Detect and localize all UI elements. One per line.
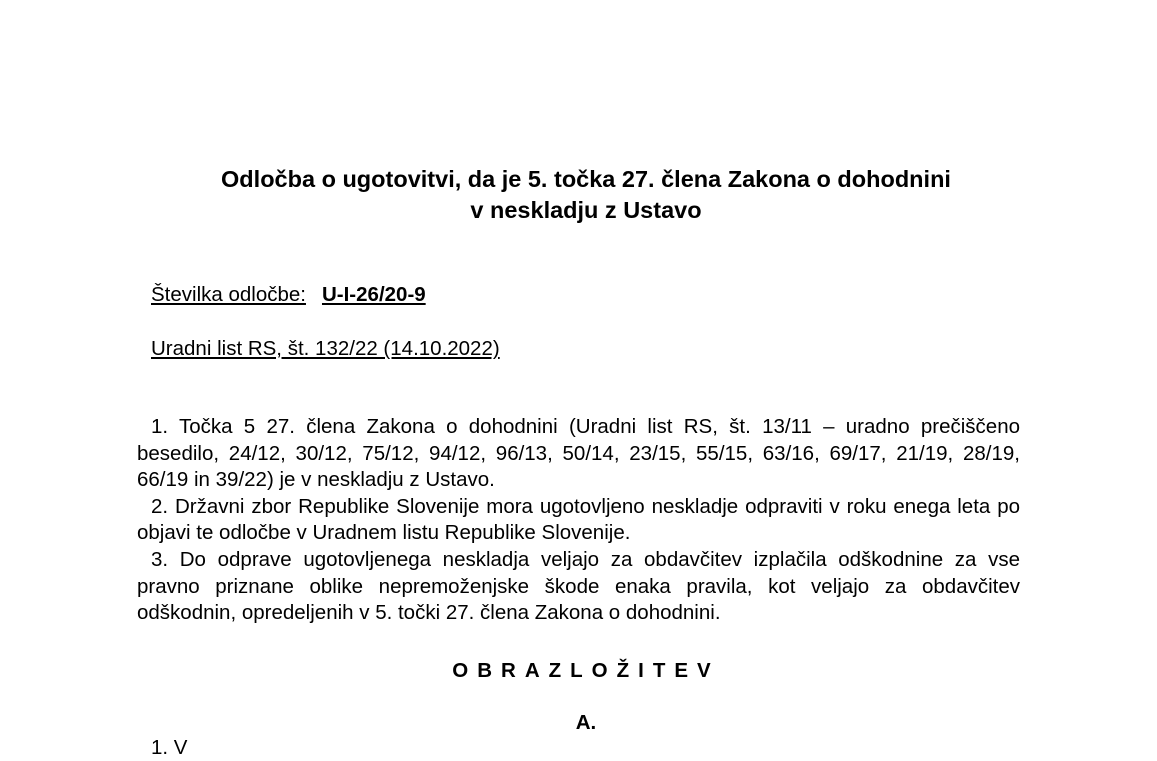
decision-number-label: Številka odločbe: xyxy=(151,283,306,306)
decision-number-value: U-I-26/20-9 xyxy=(321,283,426,306)
operative-point-1: 1. Točka 5 27. člena Zakona o dohodnini (Uradni list RS, št. 13/11 – uradno prečiščeno besedilo, 24/12, 30/12, 75/12, 94/12, 96/13, 50/14, 23/15, 55/15, 63/16, 69/17, 21/19, 28/19, 66/19 in 39/22) je v neskladju z Ustavo. xyxy=(137,415,1020,492)
cut-off-paragraph: 1. V xyxy=(151,736,188,759)
section-heading-a: A. xyxy=(575,711,597,734)
title-line-1: Odločba o ugotovitvi, da je 5. točka 27. člena Zakona o dohodnini xyxy=(221,166,951,192)
decision-number xyxy=(151,282,426,308)
document-title xyxy=(0,164,1157,226)
operative-point-3: 3. Do odprave ugotovljenega neskladja veljajo za obdavčitev izplačila odškodnine za vse pravno priznane oblike nepremoženjske škode enaka pravila, kot veljajo za obdavčitev odškodnin, opredeljenih v 5. točki 27. člena Zakona o dohodnini. xyxy=(137,547,1020,625)
reasoning-heading: OBRAZLOŽITEV xyxy=(452,659,720,682)
title-line-2: v neskladju z Ustavo xyxy=(470,197,702,223)
operative-point-2: 2. Državni zbor Republike Slovenije mora ugotovljeno neskladje odpraviti v roku enega leta po objavi te odločbe v Uradnem listu Republike Slovenije. xyxy=(137,494,1020,545)
operative-part xyxy=(137,414,1020,627)
gazette-reference: Uradni list RS, št. 132/22 (14.10.2022) xyxy=(151,337,500,360)
